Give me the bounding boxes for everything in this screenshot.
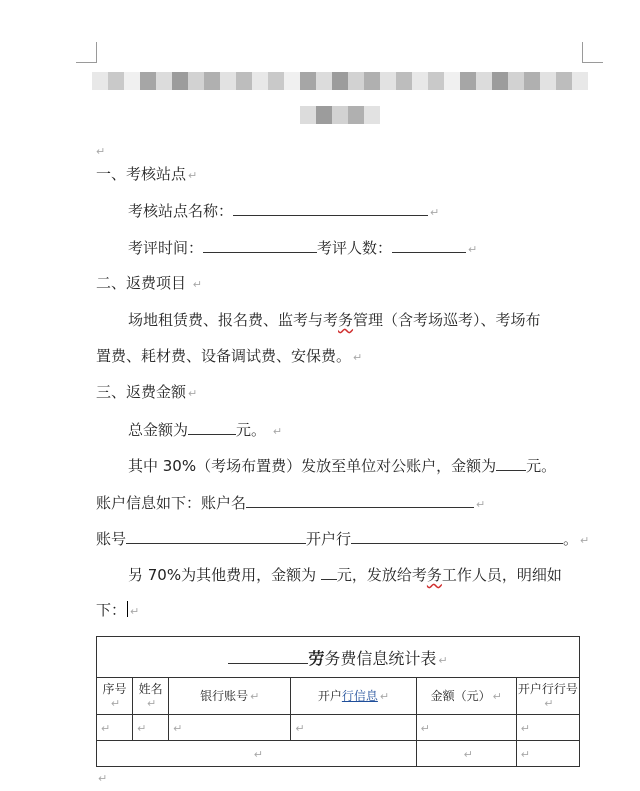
eval-time-label: 考评时间： [128, 239, 204, 257]
table-row [97, 741, 580, 767]
redaction-block [300, 106, 316, 124]
table-title-blank[interactable] [228, 647, 308, 664]
site-name-blank[interactable] [233, 200, 428, 216]
header-bank-account: 银行账号 ↵ [169, 678, 291, 715]
empty-paragraph: ↵ [96, 145, 106, 158]
eval-time-blank[interactable] [203, 237, 317, 253]
redaction-block [284, 72, 300, 90]
header-name: 姓名↵ [133, 678, 169, 715]
redaction-block [220, 72, 236, 90]
redaction-block [348, 72, 364, 90]
redaction-block [444, 72, 460, 90]
table-cell[interactable]: ↵ [97, 741, 417, 767]
redaction-block [524, 72, 540, 90]
redaction-block [412, 72, 428, 90]
table-cell[interactable]: ↵ [516, 741, 579, 767]
redaction-block [572, 72, 588, 90]
table-title: 劳务费信息统计表 ↵ [97, 637, 580, 678]
redaction-block [92, 72, 108, 90]
section2-line2: 置费、耗材费、设备调试费、安保费。 ↵ [96, 347, 363, 365]
redaction-block [364, 72, 380, 90]
redaction-block [172, 72, 188, 90]
redaction-block [252, 72, 268, 90]
redaction-block [508, 72, 524, 90]
eval-time-line: 考评时间： 考评人数： ↵ [128, 239, 478, 257]
margin-corner-top-right [582, 42, 603, 63]
redaction-block [268, 72, 284, 90]
section3-heading: 三、返费金额 ↵ [96, 383, 198, 401]
redaction-block [316, 72, 332, 90]
fee-statistics-table [96, 636, 580, 767]
public-amount-blank[interactable] [496, 455, 526, 471]
margin-corner-top-left [76, 42, 97, 63]
bank-name-blank[interactable] [351, 528, 563, 544]
header-bank-no: 开户行行号↵ [516, 678, 579, 715]
table-cell[interactable]: ↵ [169, 715, 291, 741]
redacted-title [92, 72, 588, 90]
section2-line1: 场地租赁费、报名费、监考与考务管理（含考场巡考）、考场布 [128, 311, 541, 329]
total-amount-blank[interactable] [188, 419, 236, 435]
redaction-block [316, 106, 332, 124]
redaction-block [348, 106, 364, 124]
table-cell[interactable]: ↵ [291, 715, 416, 741]
account-info-line: 账户信息如下：账户名 ↵ [96, 494, 486, 512]
eval-count-blank[interactable] [392, 237, 466, 253]
redaction-block [332, 106, 348, 124]
account-name-blank[interactable] [246, 492, 474, 508]
table-cell[interactable]: ↵ [133, 715, 169, 741]
redaction-block [236, 72, 252, 90]
text-cursor [127, 601, 128, 617]
account-no-blank[interactable] [126, 528, 306, 544]
redaction-block [540, 72, 556, 90]
other-fee-line: 另 70%为其他费用，金额为 元，发放给考务工作人员，明细如 [128, 566, 562, 584]
public-account-line: 其中 30%（考场布置费）发放至单位对公账户，金额为 元。 [128, 457, 557, 475]
redaction-block [108, 72, 124, 90]
redaction-block [396, 72, 412, 90]
total-amount-line: 总金额为 元。 ↵ [128, 421, 283, 439]
other-fee-line2: 下： ↵ [96, 601, 140, 619]
redaction-block [428, 72, 444, 90]
eval-count-label: 考评人数： [317, 239, 393, 257]
redaction-block [556, 72, 572, 90]
redacted-subtitle [300, 106, 380, 124]
redaction-block [156, 72, 172, 90]
redaction-block [300, 72, 316, 90]
table-cell[interactable]: ↵ [516, 715, 579, 741]
header-seq: 序号↵ [97, 678, 133, 715]
header-amount: 金额（元） ↵ [416, 678, 516, 715]
redaction-block [332, 72, 348, 90]
table-cell[interactable]: ↵ [97, 715, 133, 741]
table-cell[interactable]: ↵ [416, 741, 516, 767]
redaction-block [476, 72, 492, 90]
section1-heading: 一、考核站点 ↵ [96, 165, 198, 183]
redaction-block [380, 72, 396, 90]
other-amount-blank[interactable] [321, 564, 337, 580]
redaction-block [492, 72, 508, 90]
site-name-label: 考核站点名称： [128, 202, 234, 220]
empty-paragraph: ↵ [98, 772, 108, 785]
section2-heading: 二、返费项目 ↵ [96, 274, 203, 292]
redaction-block [140, 72, 156, 90]
redaction-block [364, 106, 380, 124]
redaction-block [460, 72, 476, 90]
redaction-block [204, 72, 220, 90]
account-no-line: 账号 开户行 。 ↵ [96, 530, 590, 548]
redaction-block [188, 72, 204, 90]
redaction-block [124, 72, 140, 90]
table-row [97, 715, 580, 741]
table-cell[interactable]: ↵ [416, 715, 516, 741]
site-name-line: 考核站点名称： ↵ [128, 202, 440, 220]
header-bank-info: 开户行信息 ↵ [291, 678, 416, 715]
